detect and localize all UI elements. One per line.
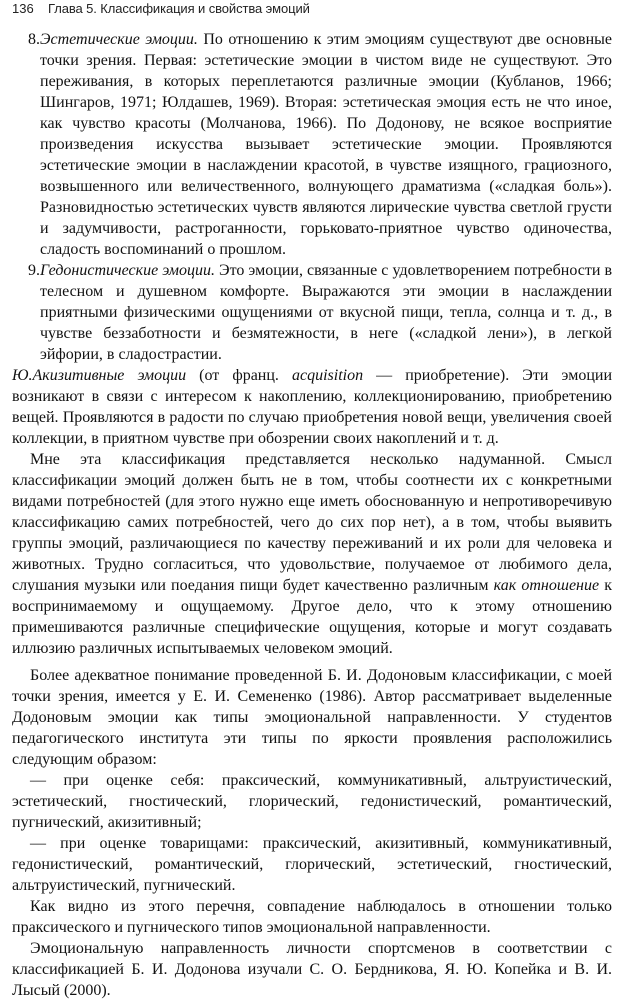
running-header (12, 1, 612, 19)
list-term: Эстетические эмоции. (40, 31, 198, 48)
paragraph-semenenko: Более адекватное понимание проведенной Б. И. Додоновым классификации, с моей точки зрения, имеется у Е. И. Семененко (1986). Автор рассматривает выделенные Додоновым эмоции как типы эмоциональной направленности. У студентов педагогического института эти типы по яркости проявления расположились следующим образом: (12, 667, 612, 768)
list-item-acquisitive (12, 365, 612, 449)
list-number: Ю. (12, 367, 33, 384)
list-item-hedonistic (12, 260, 612, 365)
paragraph-text-after: к воспринимаемому и ощущаемому. Другое дело, что к этому отношению примешиваются различные специфические ощущения, которые и могут создавать иллюзию различных испытываемых человеком эмоций. (12, 577, 613, 657)
list-text: — приобретение). Эти эмоции возникают в связи с интересом к накоплению, коллекционированию, приобретению вещей. Проявляются в радости по случаю приобретения новой вещи, увеличения своей коллекции, в приятном чувстве при обозрении своих накоплений и т. д. (12, 367, 613, 447)
page-number: 136 (12, 1, 34, 16)
paragraph-comparison: Как видно из этого перечня, совпадение наблюдалось в отношении только праксического и пугнического типов эмоциональной направленности. (12, 898, 612, 936)
list-number: 8. (28, 31, 40, 48)
list-text: По отношению к этим эмоциям существуют две основные точки зрения. Первая: эстетические эмоции в чистом виде не существуют. Это переживания, в которых переплетаются различные эмоции (Кубланов, 1966; Шингаров, 1971; Юлдашев, 1969). Вторая: эстетическая эмоция есть не что иное, как чувство красоты (Молчанова, 1966). По Додонову, не всякое восприятие произведения искусства вызывает эстетические эмоции. Проявляются эстетические эмоции в наслаждении красотой, в чувстве изящного, грациозного, возвышенного или величественного, волнующего драматизма («сладкая боль»). Разновидностью эстетических чувств являются лирические чувства светлой грусти и задумчивости, растроганности, горьковато-приятное чувство одиночества, сладость воспоминаний о прошлом. (40, 31, 612, 258)
paragraph-athletes: Эмоциональную направленность личности спортсменов в соответствии с классификацией Б. И. Додонова изучали С. О. Бердникова, Я. Ю. Копейка и В. И. Лысый (2000). (12, 940, 612, 999)
dash-item-peers: — при оценке товарищами: праксический, акизитивный, коммуникативный, гедонистический, романтический, глорический, эстетический, гностический, альтруистический, пугнический. (12, 835, 612, 894)
chapter-title: Глава 5. Классификация и свойства эмоций (48, 1, 310, 16)
list-term: Гедонистические эмоции. (40, 262, 215, 279)
paragraph-critique (12, 449, 612, 659)
paragraph-text-before: Мне эта классификация представляется несколько надуманной. Смысл классификации эмоций должен быть не в том, чтобы соотнести их с конкретными видами потребностей (для этого нужно еще иметь обоснованную и непротиворечивую классификацию самих потребностей, чего до сих пор нет), а в том, чтобы выявить группы эмоций, различающиеся по качеству переживаний и их роли для человека и животных. Трудно согласиться, что удовольствие, получаемое от любимого дела, слушания музыки или поедания пищи будет качественно различным (12, 451, 612, 594)
paragraph-emphasis: как отношение (493, 577, 600, 594)
foreign-word: acquisition (292, 367, 364, 384)
list-text-before: (от франц. (186, 367, 292, 384)
list-item-aesthetic (12, 29, 612, 260)
page-body (12, 29, 612, 1001)
list-term: Акизитивные эмоции (32, 367, 187, 384)
list-number: 9. (28, 262, 40, 279)
dash-item-self: — при оценке себя: праксический, коммуникативный, альтруистический, эстетический, гностический, глорический, гедонистический, романтический, пугнический, акизитивный; (12, 772, 612, 831)
list-text: Это эмоции, связанные с удовлетворением потребности в телесном и душевном комфорте. Выражаются эти эмоции в наслаждении приятными физическими ощущениями от вкусной пищи, тепла, солнца и т. д., в чувстве беззаботности и безмятежности, в неге («сладкой лени»), в легкой эйфории, в сладострастии. (40, 262, 612, 363)
